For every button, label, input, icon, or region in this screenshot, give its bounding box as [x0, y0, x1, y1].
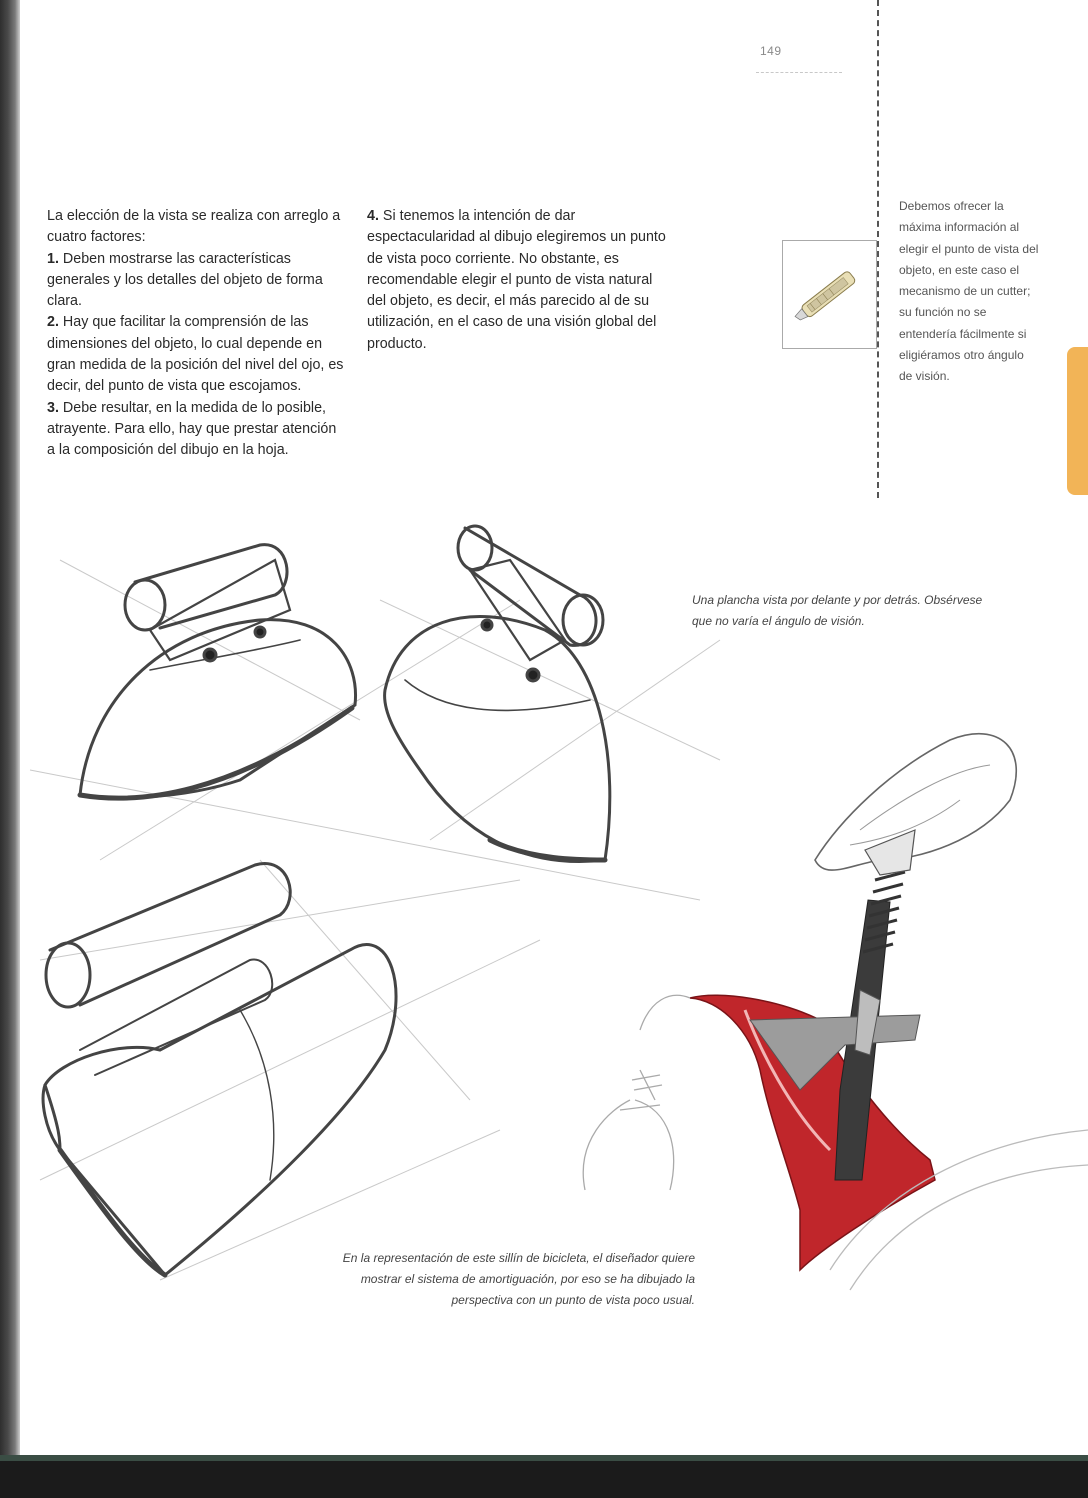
side-note: Debemos ofrecer la máxima información al elegir el punto de vista del objeto, en este caso el mecanismo de un cutter; su función no se entendería fácilmente si eligiéramos otro ángulo de visión.	[899, 199, 1039, 384]
factor-2-text: Hay que facilitar la comprensión de las dimensiones del objeto, lo cual depende en gran medida de la posición del nivel del ojo, es decir, del punto de vista que escojamos.	[47, 314, 344, 395]
factor-3-text: Debe resultar, en la medida de lo posible, atrayente. Para ello, hay que prestar atención a la composición del dibujo en la hoja.	[47, 399, 337, 459]
factor-3-number: 3.	[47, 399, 59, 416]
iron-back-sketch	[385, 526, 610, 862]
saddle-caption: En la representación de este sillín de bicicleta, el diseñador quiere mostrar el sistema de amortiguación, por eso se ha dibujado la perspectiva con un punto de vista poco usual.	[342, 1251, 695, 1307]
iron-caption: Una plancha vista por delante y por detrás. Obsérvese que no varía el ángulo de visión.	[692, 593, 983, 628]
scan-bottom-edge	[0, 1455, 1088, 1498]
factor-1-number: 1.	[47, 250, 59, 267]
iron-side-sketch	[43, 864, 396, 1275]
construction-lines	[30, 560, 720, 1280]
factor-4-number: 4.	[367, 208, 379, 224]
page-number: 149	[760, 44, 782, 58]
intro-paragraph: La elección de la vista se realiza con arreglo a cuatro factores:	[47, 208, 341, 246]
factor-2-number: 2.	[47, 314, 59, 331]
bicycle-saddle-drawing	[690, 734, 1016, 1270]
factor-4-text: Si tenemos la intención de dar espectacularidad al dibujo elegiremos un punto de vista poco corriente. No obstante, es recomendable elegir el punto de vista natural del objeto, es decir, el más parecido al de su utilización, en el caso de una visión global del producto.	[367, 208, 666, 352]
factor-1-text: Deben mostrarse las características generales y los detalles del objeto de forma clara.	[47, 250, 323, 310]
iron-front-sketch	[80, 545, 356, 799]
